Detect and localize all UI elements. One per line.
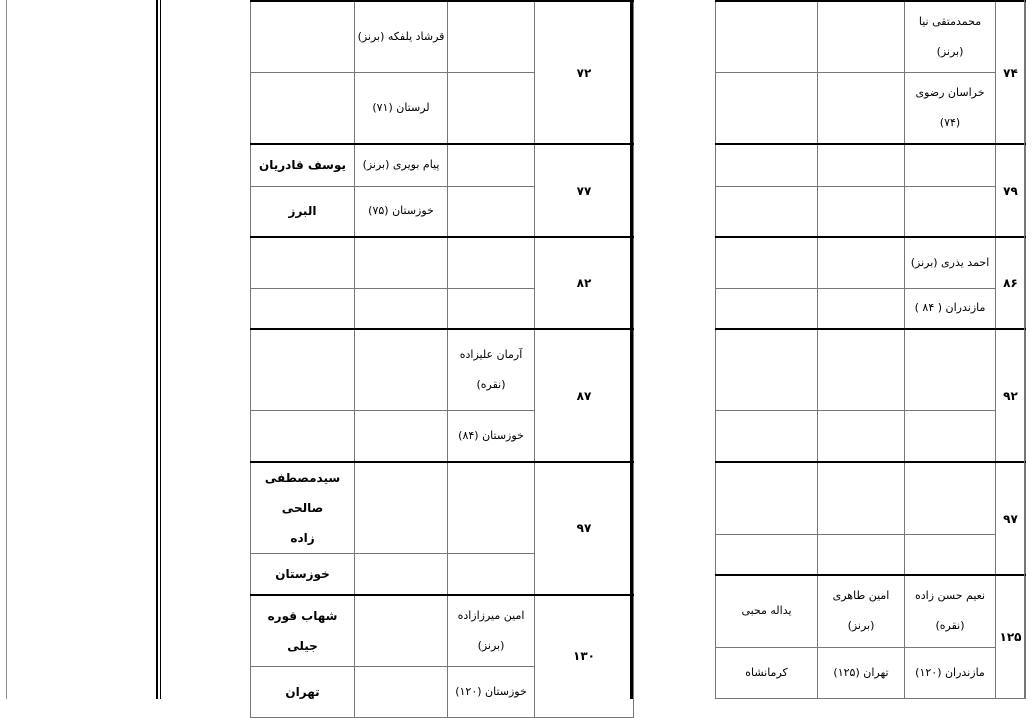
province-cell — [355, 288, 448, 329]
province-cell — [716, 410, 818, 462]
right-results-table — [715, 0, 1026, 699]
province-cell — [818, 72, 905, 144]
table-row — [251, 237, 634, 288]
cell-text: تهران — [285, 685, 320, 699]
weight-class-cell: ۸۷ — [535, 329, 634, 462]
weight-class-cell: ۹۷ — [996, 462, 1026, 575]
province-cell — [905, 72, 996, 144]
province-cell — [818, 534, 905, 575]
athlete-name-cell — [818, 462, 905, 534]
athlete-name-cell — [716, 462, 818, 534]
outer-border-left — [6, 0, 7, 699]
cell-text: خوزستان (۱۲۰) — [455, 685, 527, 698]
cell-text: پیام بویری (برنز) — [362, 158, 440, 172]
cell-text: (برنز) — [936, 44, 964, 58]
athlete-name-cell — [355, 329, 448, 410]
cell-text: محمدمتقی نیا — [918, 14, 982, 28]
athlete-name-cell — [355, 462, 448, 554]
athlete-name-cell — [448, 144, 535, 186]
table-row — [251, 462, 634, 554]
province-cell — [716, 647, 818, 698]
province-cell — [905, 186, 996, 237]
cell-text: آرمان علیزاده — [459, 347, 523, 361]
province-cell — [251, 186, 355, 237]
athlete-name-cell — [251, 462, 355, 554]
province-cell — [251, 554, 355, 595]
cell-text: سیدمصطفی صالحی — [264, 471, 341, 515]
left-table-thick-border — [630, 0, 633, 699]
province-cell — [448, 554, 535, 595]
table-row — [251, 595, 634, 667]
athlete-name-cell — [355, 595, 448, 667]
cell-text: (نقره) — [935, 619, 965, 633]
athlete-name-cell — [818, 329, 905, 410]
weight-class-cell: ۹۲ — [996, 329, 1026, 462]
athlete-name-cell — [716, 575, 818, 647]
weight-class-cell: ۷۷ — [535, 144, 634, 237]
table-row — [716, 1, 1026, 72]
province-cell — [448, 288, 535, 329]
cell-text: البرز — [288, 204, 317, 219]
cell-text: نعیم حسن زاده — [914, 589, 986, 603]
cell-text: مازندران (۱۲۰) — [915, 665, 985, 679]
province-cell — [905, 647, 996, 698]
province-cell — [716, 72, 818, 144]
athlete-name-cell — [448, 237, 535, 288]
weight-class-cell: ۷۲ — [535, 1, 634, 144]
cell-text: خوزستان — [275, 566, 330, 581]
athlete-name-cell — [905, 237, 996, 288]
province-cell — [448, 410, 535, 462]
frame-double-line-2 — [160, 0, 161, 699]
province-cell — [251, 410, 355, 462]
athlete-name-cell — [251, 329, 355, 410]
cell-text: احمد یذری (برنز) — [910, 255, 990, 269]
table-row — [716, 144, 1026, 186]
province-cell — [355, 554, 448, 595]
weight-class-cell: ۷۹ — [996, 144, 1026, 237]
weight-class-cell: ۹۷ — [535, 462, 634, 595]
frame-double-line-1 — [156, 0, 158, 699]
province-cell — [448, 186, 535, 237]
table-row — [716, 237, 1026, 288]
table-row — [251, 144, 634, 186]
right-table-edge — [1024, 0, 1025, 699]
cell-text: یداله محبی — [741, 604, 792, 618]
athlete-name-cell — [716, 237, 818, 288]
athlete-name-cell — [448, 595, 535, 667]
province-cell — [355, 72, 448, 144]
cell-text: امین میرزازاده — [457, 608, 525, 622]
cell-text: زاده — [290, 531, 315, 545]
table-row — [716, 410, 1026, 462]
athlete-name-cell — [448, 462, 535, 554]
province-cell — [818, 186, 905, 237]
cell-text: (برنز) — [477, 638, 505, 652]
province-cell — [905, 534, 996, 575]
table-row — [716, 534, 1026, 575]
province-cell — [355, 667, 448, 718]
province-cell — [355, 186, 448, 237]
athlete-name-cell — [818, 1, 905, 72]
province-cell — [905, 288, 996, 329]
cell-text: تهران (۱۲۵) — [833, 665, 889, 679]
province-cell — [251, 72, 355, 144]
province-cell — [818, 647, 905, 698]
athlete-name-cell — [355, 144, 448, 186]
athlete-name-cell — [251, 237, 355, 288]
athlete-name-cell — [818, 144, 905, 186]
province-cell — [448, 667, 535, 718]
province-cell — [818, 288, 905, 329]
province-cell — [716, 534, 818, 575]
table-row — [716, 329, 1026, 410]
athlete-name-cell — [716, 1, 818, 72]
table-row — [716, 647, 1026, 698]
athlete-name-cell — [905, 329, 996, 410]
province-cell — [818, 410, 905, 462]
cell-text: لرستان (۷۱) — [372, 100, 430, 114]
cell-text: مازندران ( ۸۴ ) — [914, 301, 986, 315]
athlete-name-cell — [355, 1, 448, 72]
province-cell — [905, 410, 996, 462]
athlete-name-cell — [818, 237, 905, 288]
cell-text: کرمانشاه — [745, 665, 788, 679]
cell-text: یوسف قادریان — [259, 158, 346, 173]
weight-class-cell: ۱۲۵ — [996, 575, 1026, 698]
athlete-name-cell — [818, 575, 905, 647]
cell-text: (برنز) — [847, 619, 875, 633]
weight-class-cell: ۱۳۰ — [535, 595, 634, 718]
cell-text: خوزستان (۷۵) — [368, 204, 434, 218]
table-row — [251, 1, 634, 72]
athlete-name-cell — [905, 462, 996, 534]
left-results-table — [250, 0, 634, 718]
table-row — [716, 288, 1026, 329]
table-row — [716, 575, 1026, 647]
athlete-name-cell — [716, 329, 818, 410]
province-cell — [448, 72, 535, 144]
athlete-name-cell — [448, 329, 535, 410]
cell-text: امین طاهری — [832, 589, 890, 603]
table-row — [716, 186, 1026, 237]
province-cell — [355, 410, 448, 462]
cell-text: خراسان رضوی — [915, 85, 985, 99]
athlete-name-cell — [355, 237, 448, 288]
cell-text: شهاب قوره جیلی — [267, 608, 338, 653]
cell-text: خوزستان (۸۴) — [458, 428, 524, 442]
weight-class-cell: ۸۶ — [996, 237, 1026, 329]
table-row — [716, 72, 1026, 144]
athlete-name-cell — [251, 595, 355, 667]
table-row — [251, 329, 634, 410]
weight-class-cell: ۸۲ — [535, 237, 634, 329]
athlete-name-cell — [251, 144, 355, 186]
athlete-name-cell — [448, 1, 535, 72]
athlete-name-cell — [716, 144, 818, 186]
province-cell — [716, 288, 818, 329]
athlete-name-cell — [251, 1, 355, 72]
cell-text: (۷۴) — [939, 115, 961, 129]
weight-class-cell: ۷۴ — [996, 1, 1026, 144]
province-cell — [716, 186, 818, 237]
province-cell — [251, 288, 355, 329]
province-cell — [251, 667, 355, 718]
cell-text: قرشاد یلفکه (برنز) — [357, 29, 445, 43]
athlete-name-cell — [905, 575, 996, 647]
athlete-name-cell — [905, 1, 996, 72]
cell-text: (نقره) — [476, 377, 506, 391]
athlete-name-cell — [905, 144, 996, 186]
table-row — [716, 462, 1026, 534]
